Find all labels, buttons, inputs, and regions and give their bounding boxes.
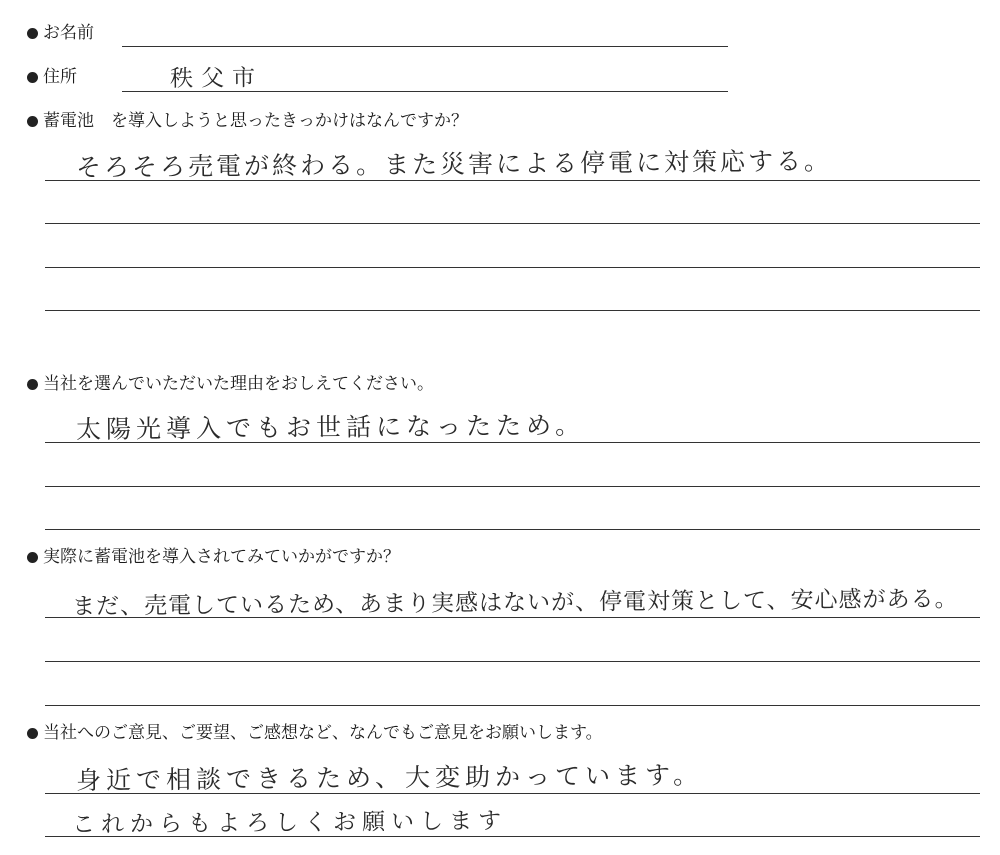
question-1-label: 蓄電池 を導入しようと思ったきっかけはなんですか？	[43, 111, 468, 131]
answer-1-line-4[interactable]	[45, 310, 980, 311]
question-3	[27, 546, 400, 568]
answer-1-line-3[interactable]	[45, 267, 980, 268]
answer-2-line-1-text: 太陽光導入でもお世話になったため。	[75, 410, 586, 444]
name-field-line[interactable]	[122, 46, 728, 47]
answer-1-line-2[interactable]	[45, 223, 980, 224]
name-field-label-row	[27, 22, 94, 44]
bullet-icon	[27, 72, 38, 83]
answer-4-line-2-text: これからもよろしくお願いします	[71, 808, 508, 838]
answer-4-line-1-text: 身近で相談できるため、大変助かっています。	[75, 760, 704, 795]
name-label: お名前	[43, 23, 94, 43]
answer-2-line-2[interactable]	[45, 486, 980, 487]
answer-3-line-3[interactable]	[45, 705, 980, 706]
bullet-icon	[27, 116, 38, 127]
bullet-icon	[27, 552, 38, 563]
answer-3-line-1[interactable]	[45, 617, 980, 618]
answer-1-line-1[interactable]	[45, 180, 980, 181]
answer-3-line-2[interactable]	[45, 661, 980, 662]
bullet-icon	[27, 728, 38, 739]
answer-2-line-1[interactable]	[45, 442, 980, 443]
question-4	[27, 722, 603, 744]
address-value: 秩父市	[169, 65, 264, 92]
address-field-label-row	[27, 66, 77, 88]
bullet-icon	[27, 28, 38, 39]
answer-4-line-2[interactable]	[45, 836, 980, 837]
answer-1-line-1-text: そろそろ売電が終わる。また災害による停電に対策応する。	[75, 146, 833, 182]
question-1	[27, 110, 468, 132]
question-2	[27, 373, 434, 395]
question-4-label: 当社へのご意見、ご要望、ご感想など、なんでもご意見をお願いします。	[43, 723, 603, 743]
answer-2-line-3[interactable]	[45, 529, 980, 530]
address-label: 住所	[43, 67, 77, 87]
bullet-icon	[27, 379, 38, 390]
question-3-label: 実際に蓄電池を導入されてみていかがですか？	[43, 547, 400, 567]
question-2-label: 当社を選んでいただいた理由をおしえてください。	[43, 374, 434, 394]
answer-4-line-1[interactable]	[45, 793, 980, 794]
answer-3-line-1-text: まだ、売電しているため、あまり実感はないが、停電対策として、安心感がある。	[71, 586, 959, 620]
